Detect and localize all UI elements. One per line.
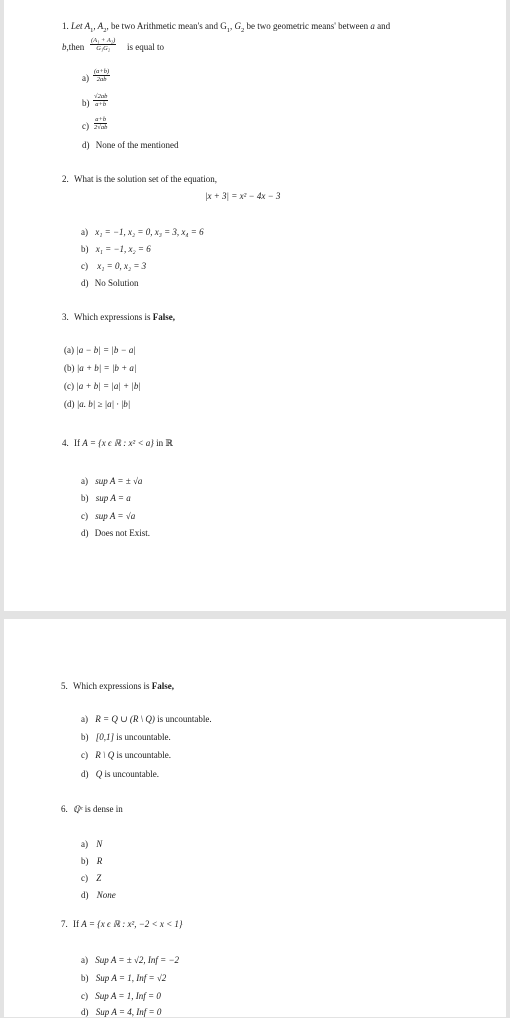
- page-1: [4, 0, 506, 611]
- q5-option-c: [81, 750, 171, 761]
- q5-text: Which expressions is: [73, 681, 150, 691]
- q1-sub1: 1: [90, 26, 94, 34]
- q3-option-d-label: (d): [64, 399, 75, 409]
- q1-option-b-label: b): [82, 98, 90, 108]
- q7-option-b: [81, 973, 166, 984]
- q4-line: [62, 438, 173, 449]
- q7-option-b-label: b): [81, 973, 89, 983]
- q3-option-b-text: |a + b| = |b + a|: [76, 363, 137, 373]
- q2-option-b: [81, 244, 151, 255]
- q1-text-a: Let A: [71, 21, 91, 31]
- q7-option-d-text: Sup A = 4, Inf = 0: [95, 1007, 162, 1017]
- q5-option-c-label: c): [81, 750, 88, 760]
- q2-number: 2.: [62, 174, 69, 184]
- q7-option-a-text: Sup A = ± √2, Inf = −2: [95, 955, 180, 965]
- q6-option-a-label: a): [81, 839, 88, 849]
- q5-line: [61, 681, 174, 692]
- q6-line: [61, 804, 123, 815]
- q1-frac-num: (A₁ + A₂): [91, 37, 116, 44]
- q1-option-d-label: d): [82, 140, 90, 150]
- page-2: [4, 619, 506, 1017]
- q5-bold-false: False,: [151, 681, 174, 691]
- q4-option-b: [81, 493, 131, 504]
- q6-option-d: [81, 890, 116, 901]
- q1-is-equal: is equal to: [127, 42, 164, 52]
- q4-option-c-text: sup A = √a: [95, 511, 136, 521]
- q4-option-d: [81, 528, 150, 539]
- q1-option-a-den: 2ab: [96, 76, 107, 83]
- q4-option-b-label: b): [81, 493, 89, 503]
- q5-option-b-text: is uncountable.: [116, 732, 171, 742]
- q5-option-a-label: a): [81, 714, 88, 724]
- q7-option-a: [81, 955, 179, 966]
- q3-bold-false: False,: [152, 312, 175, 322]
- q5-number: 5.: [61, 681, 68, 691]
- q1-frac-den: G₁G₂: [96, 45, 111, 52]
- q6-number: 6.: [61, 804, 68, 814]
- q6-option-c-label: c): [81, 873, 88, 883]
- q2-option-a-text: x₁ = −1, x₂ = 0, x₃ = 3, x₄ = 6: [95, 227, 204, 237]
- q5-option-b: [81, 732, 171, 743]
- q7-option-d-label: d): [81, 1007, 89, 1017]
- q1-text-c: be two geometric means' between: [244, 21, 369, 31]
- q6-option-c: [81, 873, 101, 884]
- q3-option-b-label: (b): [64, 363, 75, 373]
- q2-option-d-text: No Solution: [94, 278, 139, 288]
- q4-option-a-text: sup A = ± √a: [95, 476, 143, 486]
- q1-option-a-num: (a+b): [94, 68, 110, 75]
- q1-option-b-fraction: [93, 93, 108, 108]
- q5-option-d-text: is uncountable.: [104, 769, 159, 779]
- q7-option-d: [81, 1007, 161, 1018]
- q6-math: ℚᶜ: [73, 804, 83, 814]
- q1-var-a: a: [370, 21, 375, 31]
- q5-option-d-math: Q: [95, 769, 103, 779]
- q2-option-b-label: b): [81, 244, 89, 254]
- q2-option-d: [81, 278, 139, 289]
- q3-option-d: [64, 399, 130, 410]
- q5-option-d: [81, 769, 159, 780]
- q3-option-a: [64, 345, 136, 356]
- q5-option-a: [81, 714, 212, 725]
- q3-number: 3.: [62, 312, 69, 322]
- q7-option-a-label: a): [81, 955, 88, 965]
- q6-option-a: [81, 839, 102, 850]
- q6-option-d-label: d): [81, 890, 89, 900]
- q7-option-b-text: Sup A = 1, Inf = √2: [95, 973, 167, 983]
- q4-option-c: [81, 511, 135, 522]
- q1-sep2: , G: [230, 21, 242, 31]
- q1-option-d: [82, 140, 178, 151]
- q7-line: [61, 919, 183, 930]
- q7-option-c-label: c): [81, 991, 88, 1001]
- q6-text: is dense in: [84, 804, 123, 814]
- q2-option-b-text: x₁ = −1, x₂ = 6: [95, 244, 151, 254]
- q1-sub4: 2: [241, 26, 245, 34]
- q3-option-a-label: (a): [64, 345, 74, 355]
- q1-option-c-label: c): [82, 121, 89, 131]
- q2-option-c-text: x₁ = 0, x₂ = 3: [97, 261, 147, 271]
- q1-sub2: 2: [103, 26, 107, 34]
- q1-line-1: [62, 21, 390, 34]
- q4-text-if: If: [74, 438, 80, 448]
- q1-option-c-fraction: [93, 116, 108, 131]
- q4-option-a-label: a): [81, 476, 88, 486]
- q3-option-a-text: |a − b| = |b − a|: [76, 345, 136, 355]
- q1-option-c-den: 2√ab: [94, 124, 108, 131]
- q3-line: [62, 312, 175, 323]
- q1-and: and: [377, 21, 391, 31]
- q4-option-b-text: sup A = a: [95, 493, 131, 503]
- q1-then: ,then: [66, 42, 85, 52]
- q1-fraction: [90, 37, 116, 52]
- q1-sep1: , A: [93, 21, 104, 31]
- q5-option-a-text: is uncountable.: [157, 714, 212, 724]
- q1-var-b: b: [62, 42, 67, 52]
- q4-text-in: in ℝ: [156, 438, 173, 448]
- q4-option-d-text: Does not Exist.: [94, 528, 150, 538]
- q1-text-b: , be two Arithmetic mean's and G: [106, 21, 227, 31]
- q3-option-b: [64, 363, 136, 374]
- q1-line-2-start: [62, 42, 84, 53]
- q7-text-if: If: [73, 919, 79, 929]
- q1-option-a-fraction: [93, 68, 110, 83]
- q4-option-d-label: d): [81, 528, 89, 538]
- q6-option-c-text: Z: [96, 873, 102, 883]
- q1-option-a-label: a): [82, 73, 89, 83]
- q4-number: 4.: [62, 438, 69, 448]
- q2-line: [62, 174, 217, 185]
- q7-option-c: [81, 991, 161, 1002]
- q7-option-c-text: Sup A = 1, Inf = 0: [95, 991, 161, 1001]
- q6-option-b-label: b): [81, 856, 89, 866]
- q2-option-d-label: d): [81, 278, 89, 288]
- q1-option-b-num: √2ab: [94, 93, 108, 100]
- q5-option-c-math: R \ Q: [95, 750, 115, 760]
- q6-option-a-text: N: [96, 839, 103, 849]
- q2-option-c-label: c): [81, 261, 88, 271]
- q7-number: 7.: [61, 919, 68, 929]
- q1-option-c-num: a+b: [95, 116, 107, 123]
- q5-option-a-math: R = Q ∪ (R \ Q): [95, 714, 155, 724]
- q7-set: A = {x ϵ ℝ : x², −2 < x < 1}: [81, 919, 183, 929]
- q3-option-c-text: |a + b| = |a| + |b|: [76, 381, 141, 391]
- q5-option-b-math: [0,1]: [95, 732, 115, 742]
- q1-number: 1.: [62, 21, 69, 31]
- q5-option-d-label: d): [81, 769, 89, 779]
- q6-option-b: [81, 856, 102, 867]
- q3-option-d-text: |a. b| ≥ |a| · |b|: [76, 399, 131, 409]
- q1-option-b-den: a+b: [95, 101, 107, 108]
- q3-option-c: [64, 381, 141, 392]
- q5-option-c-text: is uncountable.: [116, 750, 171, 760]
- q5-option-b-label: b): [81, 732, 89, 742]
- q3-text: Which expressions is: [74, 312, 151, 322]
- q2-option-a-label: a): [81, 227, 88, 237]
- q2-option-a: [81, 227, 204, 238]
- q4-option-a: [81, 476, 142, 487]
- q2-equation: |x + 3| = x² − 4x − 3: [205, 191, 281, 201]
- q6-option-d-text: None: [96, 890, 116, 900]
- q2-text: What is the solution set of the equation,: [74, 174, 217, 184]
- q3-option-c-label: (c): [64, 381, 74, 391]
- q4-set: A = {x ϵ ℝ : x² < a}: [82, 438, 154, 448]
- q6-option-b-text: R: [96, 856, 103, 866]
- q1-option-d-text: None of the mentioned: [95, 140, 179, 150]
- q1-sub3: 1: [226, 26, 231, 34]
- q4-option-c-label: c): [81, 511, 88, 521]
- q2-option-c: [81, 261, 146, 272]
